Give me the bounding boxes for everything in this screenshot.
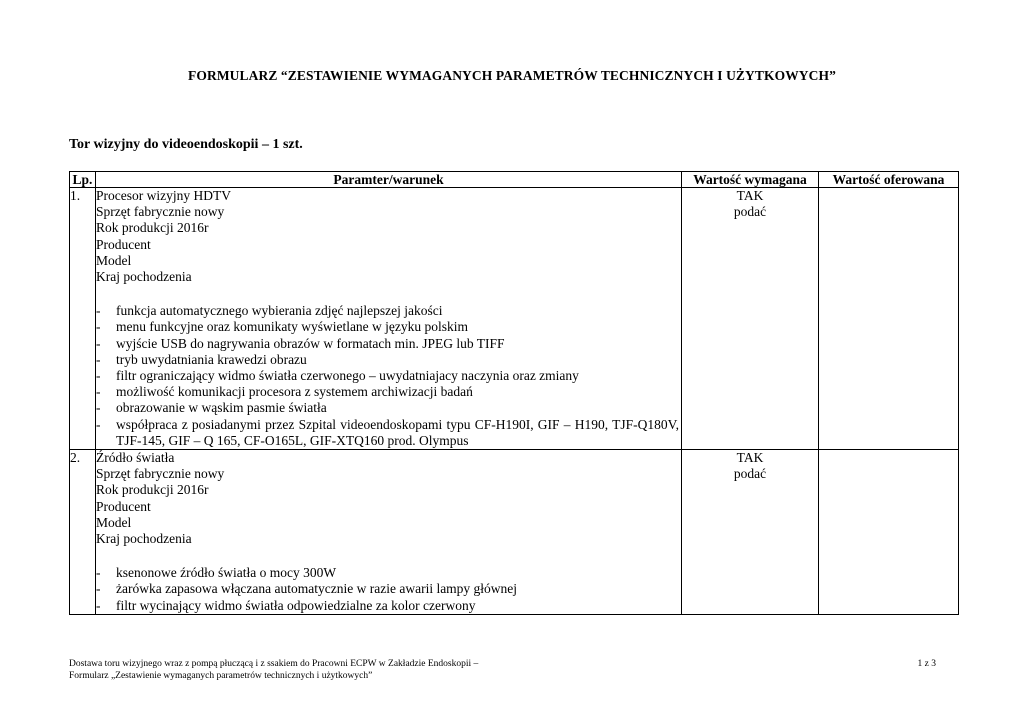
param-line: Model [96, 252, 132, 268]
parameters-table [69, 171, 959, 615]
row-required [682, 450, 819, 615]
bullet-item: - filtr ograniczający widmo światła czerwonego – uwydatniajacy naczynia oraz zmiany [96, 368, 579, 384]
document-subtitle: Tor wizyjny do videoendoskopii – 1 szt. [69, 137, 303, 152]
bullet-item: - obrazowanie w wąskim pasmie światła [96, 400, 327, 416]
header-offered: Wartość oferowana [819, 172, 959, 188]
bullet-item: - menu funkcyjne oraz komunikaty wyświetlane w języku polskim [96, 319, 469, 335]
param-line: Źródło światła [96, 450, 175, 466]
row-lp: 1. [70, 188, 96, 450]
row-param [96, 450, 682, 615]
page-footer [69, 658, 936, 682]
row-lp: 2. [70, 450, 96, 615]
param-line: Procesor wizyjny HDTV [96, 188, 231, 203]
param-line: Rok produkcji 2016r [96, 482, 209, 498]
bullet-item: - filtr wycinający widmo światła odpowiedzialne za kolor czerwony [96, 597, 476, 613]
bullet-item: - wyjście USB do nagrywania obrazów w formatach min. JPEG lub TIFF [96, 335, 505, 351]
footer-line: Dostawa toru wizyjnego wraz z pompą płuczącą i z ssakiem do Pracowni ECPW w Zakładzie Endoskopii – [69, 659, 479, 669]
bullet-item: - żarówka zapasowa włączana automatycznie w razie awarii lampy głównej [96, 581, 518, 597]
param-line: Model [96, 514, 132, 530]
param-line: Producent [96, 498, 151, 514]
param-line: Sprzęt fabrycznie nowy [96, 466, 225, 482]
table-row [70, 188, 959, 450]
header-required: Wartość wymagana [682, 172, 819, 188]
required-value: podać [733, 204, 767, 220]
param-line: Sprzęt fabrycznie nowy [96, 204, 225, 220]
row-offered[interactable] [819, 188, 959, 450]
param-line: Rok produkcji 2016r [96, 220, 209, 236]
row-param [96, 188, 682, 450]
bullet-item: - współpraca z posiadanymi przez Szpital videoendoskopami typu CF-H190I, GIF – H190, TJF-Q180V, TJF-145, GIF – Q 165, CF-O165L, GIF-XTQ160 prod. Olympus [96, 416, 679, 448]
table-header-row [70, 172, 959, 188]
param-line: Kraj pochodzenia [96, 531, 192, 547]
bullet-item: - ksenonowe źródło światła o mocy 300W [96, 565, 337, 581]
param-line: Producent [96, 236, 151, 252]
document-title: FORMULARZ “ZESTAWIENIE WYMAGANYCH PARAMETRÓW TECHNICZNYCH I UŻYTKOWYCH” [188, 68, 836, 83]
row-required [682, 188, 819, 450]
required-value: podać [733, 466, 767, 482]
bullet-item: - możliwość komunikacji procesora z systemem archiwizacji badań [96, 384, 473, 400]
required-value: TAK [736, 188, 764, 203]
bullet-item: - tryb uwydatniania krawedzi obrazu [96, 351, 307, 367]
required-value: TAK [736, 450, 764, 466]
param-line: Kraj pochodzenia [96, 269, 192, 285]
bullet-item: - funkcja automatycznego wybierania zdjęć najlepszej jakości [96, 303, 443, 319]
header-param: Paramter/warunek [96, 172, 682, 188]
row-offered[interactable] [819, 450, 959, 615]
header-lp: Lp. [70, 172, 96, 188]
footer-line: Formularz „Zestawienie wymaganych parametrów technicznych i użytkowych” [69, 671, 373, 681]
page-number: 1 z 3 [917, 659, 936, 669]
table-row [70, 450, 959, 615]
